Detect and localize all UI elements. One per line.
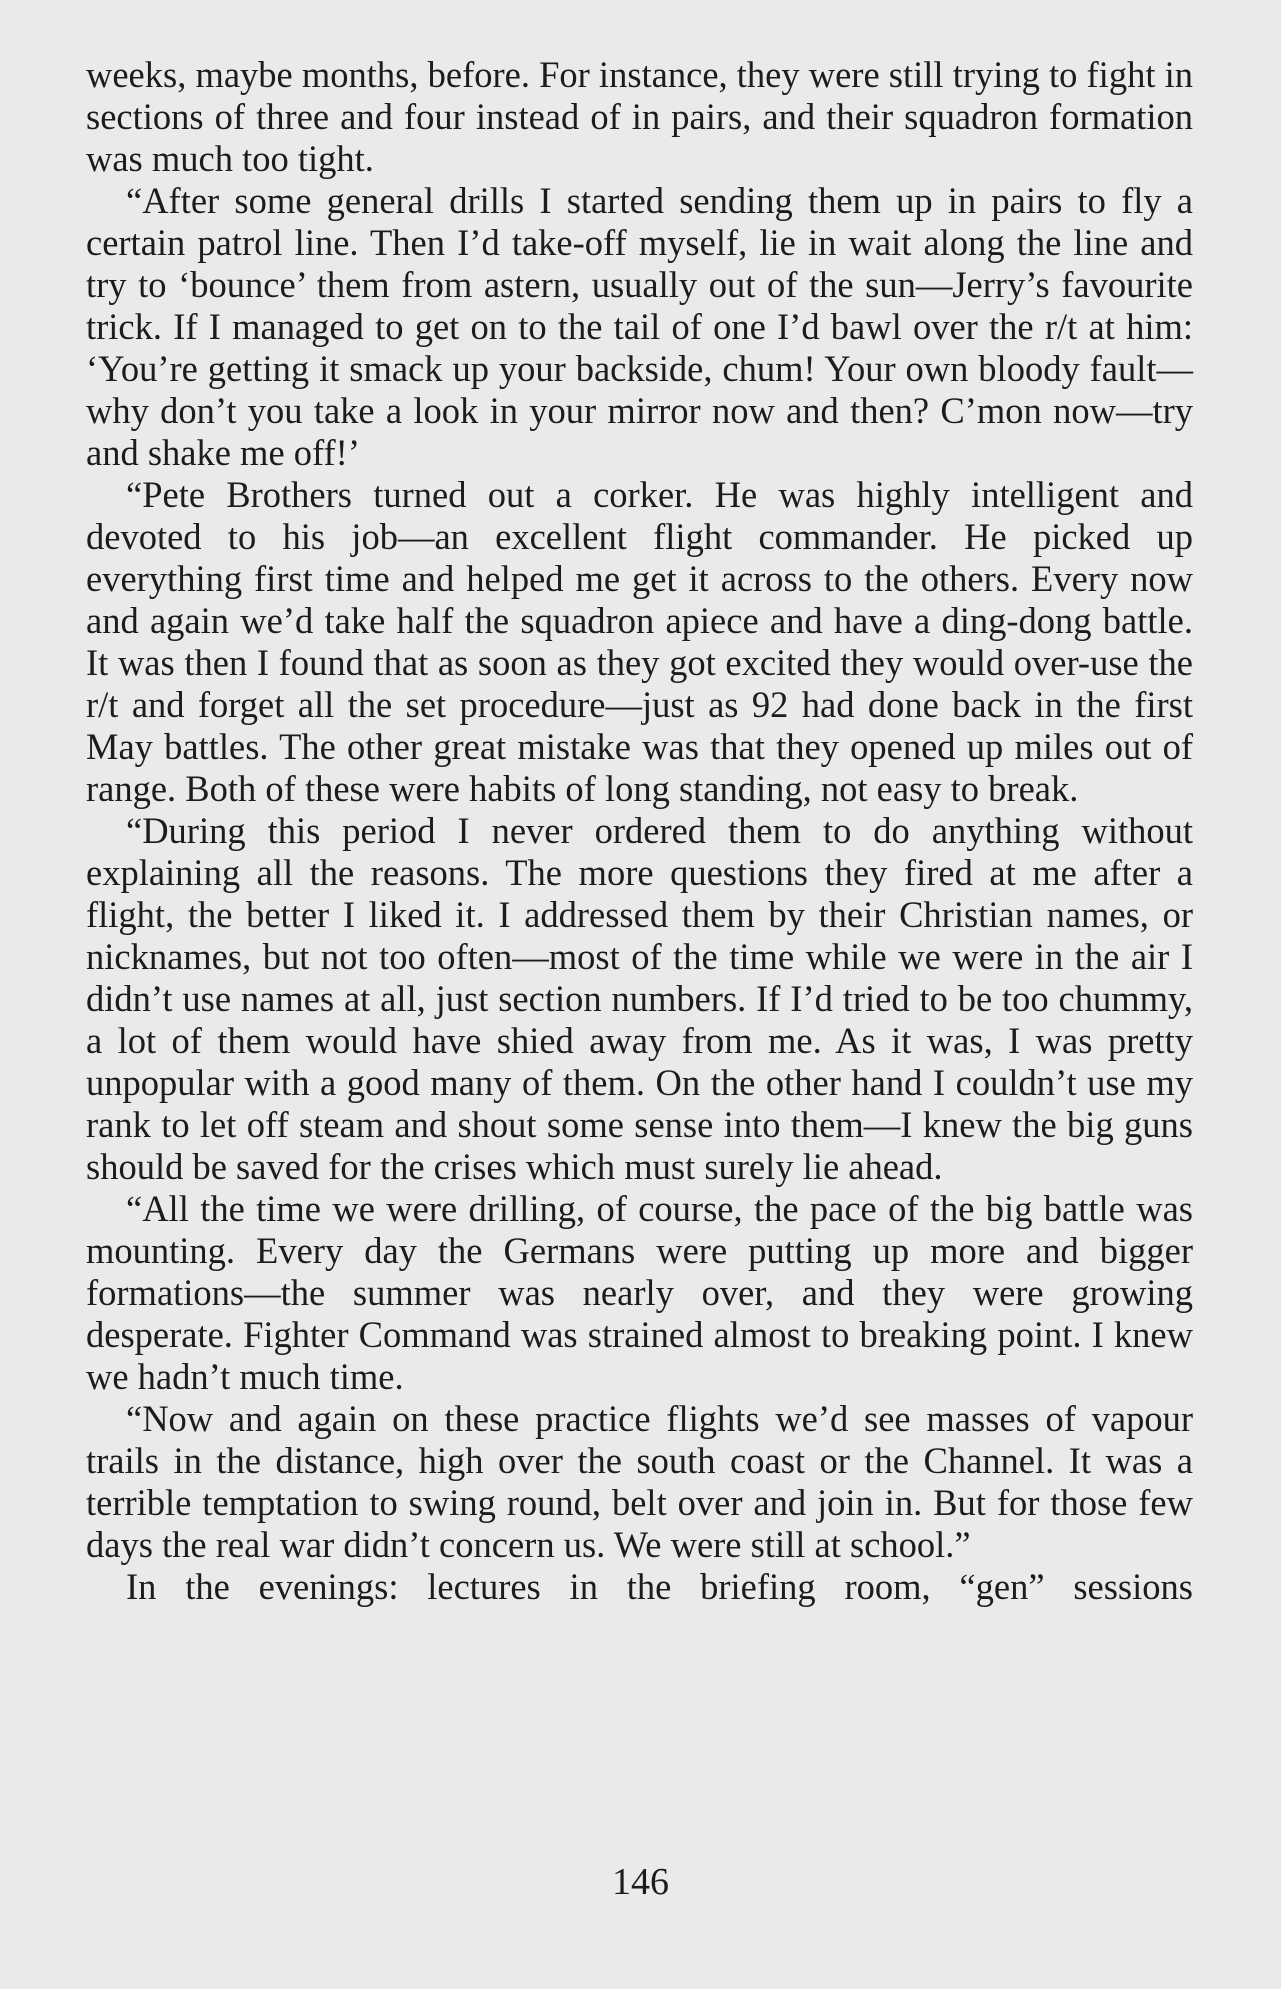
page-number: 146: [612, 1861, 669, 1903]
paragraph-5: “All the time we were drilling, of course, the pace of the big battle was mounting. Every day the Germans were putting up more and bigger formations—the summer was nearly over, and they were growing desperate. Fighter Command was strained almost to breaking point. I knew we hadn’t much time.: [86, 1188, 1193, 1397]
paragraph-6: “Now and again on these practice flights we’d see masses of vapour trails in the distance, high over the south coast or the Channel. It was a terrible temptation to swing round, belt over and join in. But for those few days the real war didn’t concern us. We were still at school.”: [86, 1398, 1193, 1565]
paragraph-4: “During this period I never ordered them to do anything without explaining all the reasons. The more questions they fired at me after a flight, the better I liked it. I addressed them by their Christian names, or nicknames, but not too often—most of the time while we were in the air I didn’t use names at all, just section numbers. If I’d tried to be too chummy, a lot of them would have shied away from me. As it was, I was pretty unpopular with a good many of them. On the other hand I couldn’t use my rank to let off steam and shout some sense into them—I knew the big guns should be saved for the crises which must surely lie ahead.: [86, 810, 1193, 1187]
paragraph-2: “After some general drills I started sending them up in pairs to fly a certain patrol line. Then I’d take-off myself, lie in wait along the line and try to ‘bounce’ them from astern, usually out of the sun—Jerry’s favourite trick. If I managed to get on to the tail of one I’d bawl over the r/t at him: ‘You’re getting it smack up your backside, chum! Your own bloody fault—why don’t you take a look in your mirror now and then? C’mon now—try and shake me off!’: [86, 180, 1193, 473]
body-text: [86, 54, 1193, 1608]
paragraph-3: “Pete Brothers turned out a corker. He was highly intelligent and devoted to his job—an excellent flight commander. He picked up everything first time and helped me get it across to the others. Every now and again we’d take half the squadron apiece and have a ding-dong battle. It was then I found that as soon as they got excited they would over-use the r/t and forget all the set procedure—just as 92 had done back in the first May battles. The other great mistake was that they opened up miles out of range. Both of these were habits of long standing, not easy to break.: [86, 474, 1193, 809]
paragraph-7: In the evenings: lectures in the briefing room, “gen” sessions: [126, 1566, 1193, 1607]
paragraph-1: weeks, maybe months, before. For instance, they were still trying to fight in sections of three and four instead of in pairs, and their squadron formation was much too tight.: [86, 54, 1193, 179]
